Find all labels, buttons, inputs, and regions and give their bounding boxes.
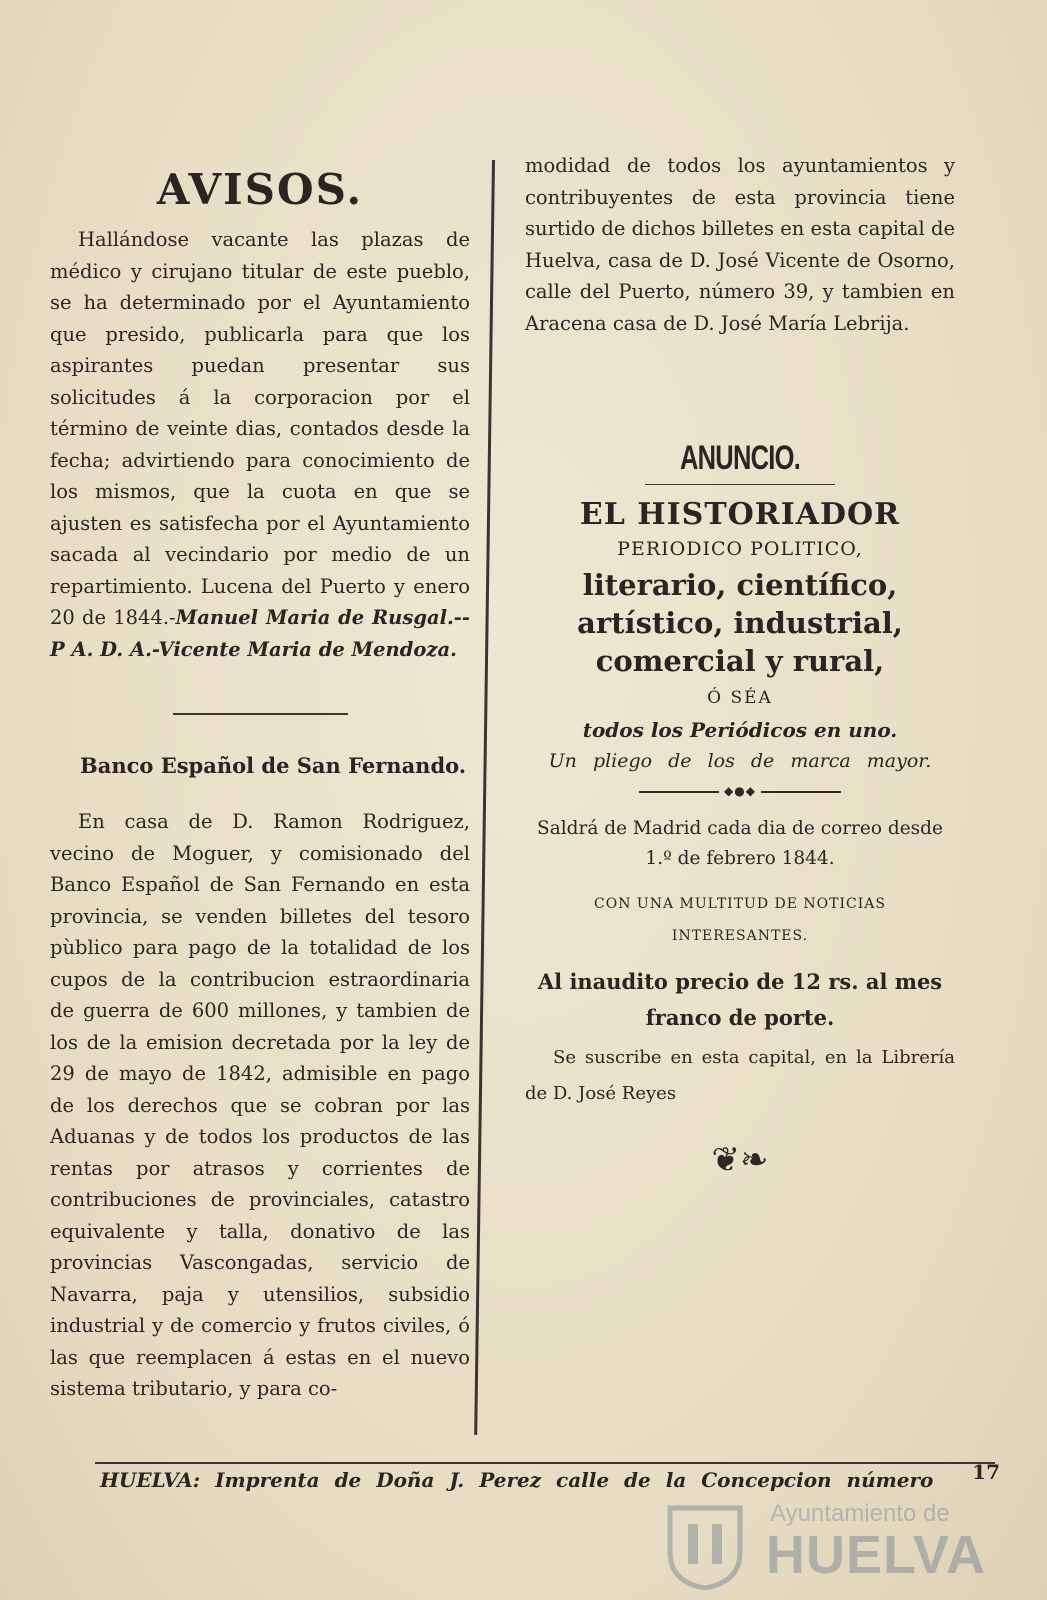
footer-imprint bbox=[100, 1460, 1000, 1492]
banco-notice: En casa de D. Ramon Rodriguez, vecino de Moguer, y comisionado del Banco Español de San Fernando en esta provincia, se venden billetes del tesoro pùblico para pago de la totalidad de los cupos de la contribucion estraordinaria de guerra de 600 millones, y tambien de los de la emision decretada por la ley de 29 de mayo de 1842, admisible en pago de los derechos que se cobran por las Aduanas y de todos los productos de las rentas por atrasos y corrientes de contribuciones de provinciales, catastro equivalente y talla, donativo de las provincias Vascongadas, servicio de Navarra, paja y utensilios, subsidio industrial y de comercio y frutos civiles, ó las que reemplacen á estas en el nuevo sistema tributario, y para co- bbox=[50, 810, 470, 1400]
avisos-signature: Manuel Maria de Rusgal.--P A. D. A.-Vicente Maria de Mendoza. bbox=[50, 606, 470, 661]
suscribe-line: Se suscribe en esta capital, en la Librería de D. José Reyes bbox=[525, 1047, 955, 1104]
ornament-rule: ◆●◆ bbox=[525, 784, 955, 798]
genres-line: literario, científico, artístico, industrial, comercial y rural, bbox=[577, 568, 903, 678]
multitud-line: CON UNA MULTITUD DE NOTICIAS INTERESANTES. bbox=[594, 896, 886, 944]
archive-watermark bbox=[660, 1500, 990, 1590]
avisos-notice bbox=[50, 224, 470, 665]
precio-line: Al inaudito precio de 12 rs. al mes franco de porte. bbox=[537, 969, 943, 1030]
banco-continuation: modidad de todos los ayuntamientos y contribuyentes de esta provincia tiene surtido de dichos billetes en esta capital de Huelva, casa de D. José Vicente de Osorno, calle del Puerto, número 39, y tambien en Aracena casa de D. José María Lebrija. bbox=[525, 154, 955, 335]
section-divider bbox=[173, 713, 348, 715]
anuncio-heading: ANUNCIO. bbox=[679, 439, 801, 477]
historiador-title: EL HISTORIADOR bbox=[579, 497, 901, 532]
column-divider bbox=[474, 160, 495, 1435]
right-column bbox=[525, 150, 955, 1180]
todos-line: todos los Periódicos en uno. bbox=[582, 718, 898, 742]
imprenta-text: HUELVA: Imprenta de Doña J. Perez calle de la Concepcion número bbox=[100, 1468, 934, 1492]
periodico-subtitle: PERIODICO POLITICO, bbox=[617, 538, 863, 560]
page-number: 17 bbox=[972, 1460, 1000, 1484]
crest-icon bbox=[660, 1502, 750, 1590]
fleuron-ornament-icon: ❦❧ bbox=[711, 1140, 769, 1180]
saldra-line: Saldrá de Madrid cada dia de correo desde 1.º de febrero 1844. bbox=[537, 818, 943, 869]
watermark-line2: HUELVA bbox=[766, 1525, 986, 1585]
footer-rule bbox=[95, 1462, 995, 1464]
watermark-line1: Ayuntamiento de bbox=[770, 1500, 950, 1527]
left-column bbox=[50, 165, 470, 1405]
avisos-text: Hallándose vacante las plazas de médico y cirujano titular de este pueblo, se ha determinado por el Ayuntamiento que presido, publicarla para que los aspirantes puedan presentar sus solicitudes á la corporacion por el término de veinte dias, contados desde la fecha; advirtiendo para conocimiento de los mismos, que la cuota en que se ajusten es satisfecha por el Ayuntamiento sacada al vecindario por medio de un repartimiento. Lucena del Puerto y enero 20 de 1844.- bbox=[50, 228, 470, 629]
pliego-line: Un pliego de los de marca mayor. bbox=[548, 750, 932, 772]
osea-line: Ó SÉA bbox=[707, 688, 773, 708]
avisos-heading: AVISOS. bbox=[156, 165, 364, 214]
banco-heading: Banco Español de San Fernando. bbox=[80, 753, 467, 778]
anuncio-underline bbox=[645, 484, 835, 485]
